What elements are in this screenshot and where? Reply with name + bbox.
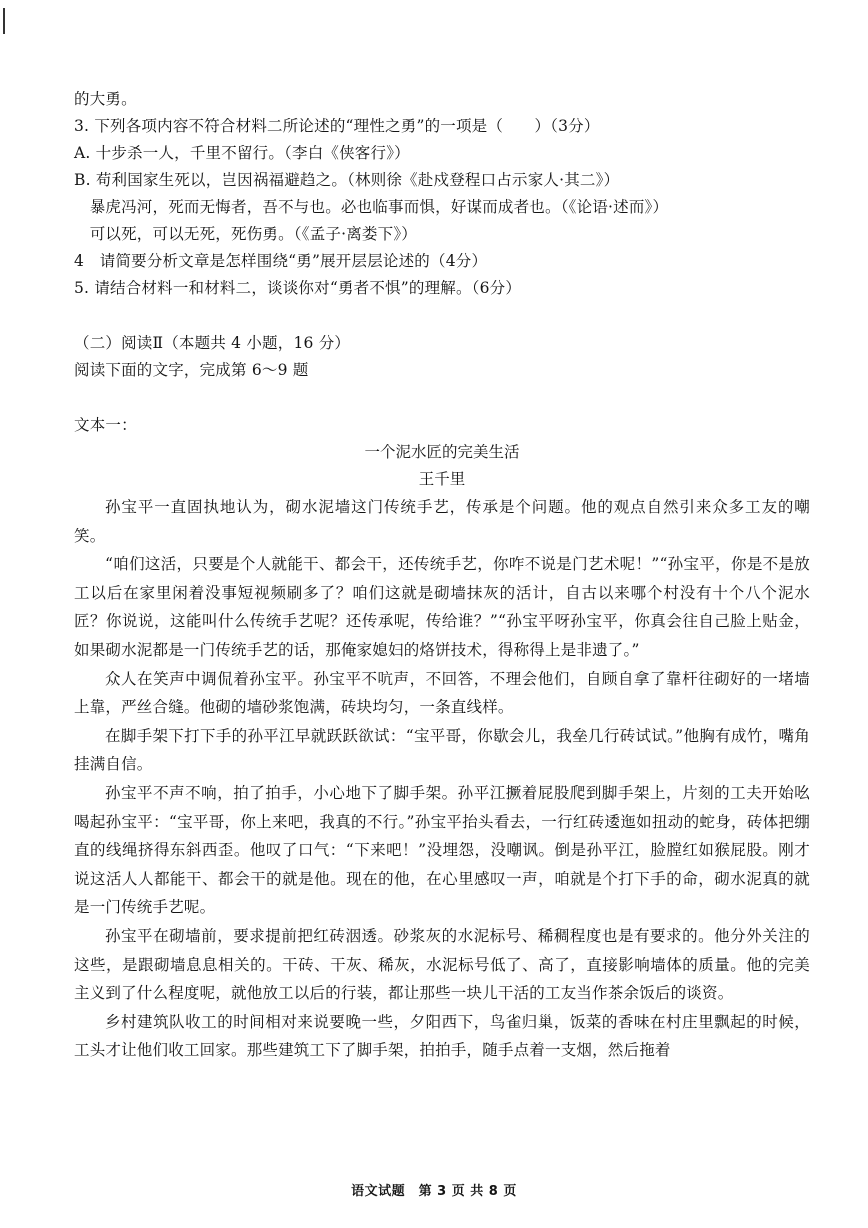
continued-text: 的大勇。 [74,90,137,108]
article-paragraph: 孙宝平在砌墙前，要求提前把红砖洇透。砂浆灰的水泥标号、稀稠程度也是有要求的。他分外关注的这些，是跟砌墙息息相关的。干砖、干灰、稀灰，水泥标号低了、高了，直接影响墙体的质量。他的完美主义到了什么程度呢，就他放工以后的行装，都让那些一块儿干活的工友当作茶余饭后的谈资。 [74,926,810,1003]
article-paragraph: “咱们这活，只要是个人就能干、都会干，还传统手艺，你咋不说是门艺术呢！”“孙宝平，你是不是放工以后在家里闲着没事短视频刷多了？咱们这就是砌墙抹灰的活计，自古以来哪个村没有十个八个泥水匠？你说说，这能叫什么传统手艺呢？还传承呢，传给谁？”“孙宝平呀孙宝平，你真会往自己脸上贴金，如果砌水泥都是一门传统手艺的话，那俺家媳妇的烙饼技术，得称得上是非遗了。” [74,555,810,659]
question-3: 3. 下列各项内容不符合材料二所论述的“理性之勇”的一项是（ ）（3分） [74,117,600,135]
option-c: 暴虎冯河，死而无悔者，吾不与也。必也临事而惧，好谋而成者也。（《论语·述而》） [74,198,669,216]
question-4: 4 请简要分析文章是怎样围绕“勇”展开层层论述的（4分） [74,252,488,270]
option-b: B. 苟利国家生死以，岂因祸福避趋之。（林则徐《赴戍登程口占示家人·其二》） [74,171,620,189]
article-paragraph: 孙宝平一直固执地认为，砌水泥墙这门传统手艺，传承是个问题。他的观点自然引来众多工友的嘲笑。 [74,498,810,545]
option-d: 可以死，可以无死，死伤勇。（《孟子·离娄下》） [74,225,417,243]
article-paragraph: 孙宝平不声不响，拍了拍手，小心地下了脚手架。孙平江撅着屁股爬到脚手架上，片刻的工夫开始吆喝起孙宝平：“宝平哥，你上来吧，我真的不行。”孙宝平抬头看去，一行红砖逶迤如扭动的蛇身，砖体把绷直的线绳挤得东斜西歪。他叹了口气：“下来吧！”没埋怨，没嘲讽。倒是孙平江，脸膛红如猴屁股。刚才说这活人人都能干、都会干的就是他。现在的他，在心里感叹一声，咱就是个打下手的命，砌水泥真的就是一门传统手艺呢。 [74,783,810,917]
section-instruction: 阅读下面的文字，完成第 6～9 题 [74,361,309,379]
article-paragraph: 在脚手架下打下手的孙平江早就跃跃欲试：“宝平哥，你歇会儿，我垒几行砖试试。”他胸有成竹，嘴角挂满自信。 [74,726,810,774]
exam-page [74,86,810,1065]
article-paragraph: 众人在笑声中调侃着孙宝平。孙宝平不吭声，不回答，不理会他们，自顾自拿了靠杆往砌好的一堵墙上靠，严丝合缝。他砌的墙砂浆饱满，砖块均匀，一条直线样。 [74,669,810,717]
article-author: 王千里 [418,470,466,488]
section-heading: （二）阅读Ⅱ（本题共 4 小题，16 分） [74,334,351,352]
page-footer: 语文试题 第 3 页 共 8 页 [351,1184,517,1199]
text-label: 文本一： [74,416,137,434]
question-5: 5. 请结合材料一和材料二，谈谈你对“勇者不惧”的理解。（6分） [74,279,522,297]
option-a: A. 十步杀一人，千里不留行。（李白《侠客行》） [74,144,410,162]
page-edge-mark [3,8,5,34]
article-title: 一个泥水匠的完美生活 [364,443,520,461]
article-paragraph: 乡村建筑队收工的时间相对来说要晚一些，夕阳西下，鸟雀归巢，饭菜的香味在村庄里飘起的时候，工头才让他们收工回家。那些建筑工下了脚手架，拍拍手，随手点着一支烟，然后拖着 [74,1012,810,1060]
